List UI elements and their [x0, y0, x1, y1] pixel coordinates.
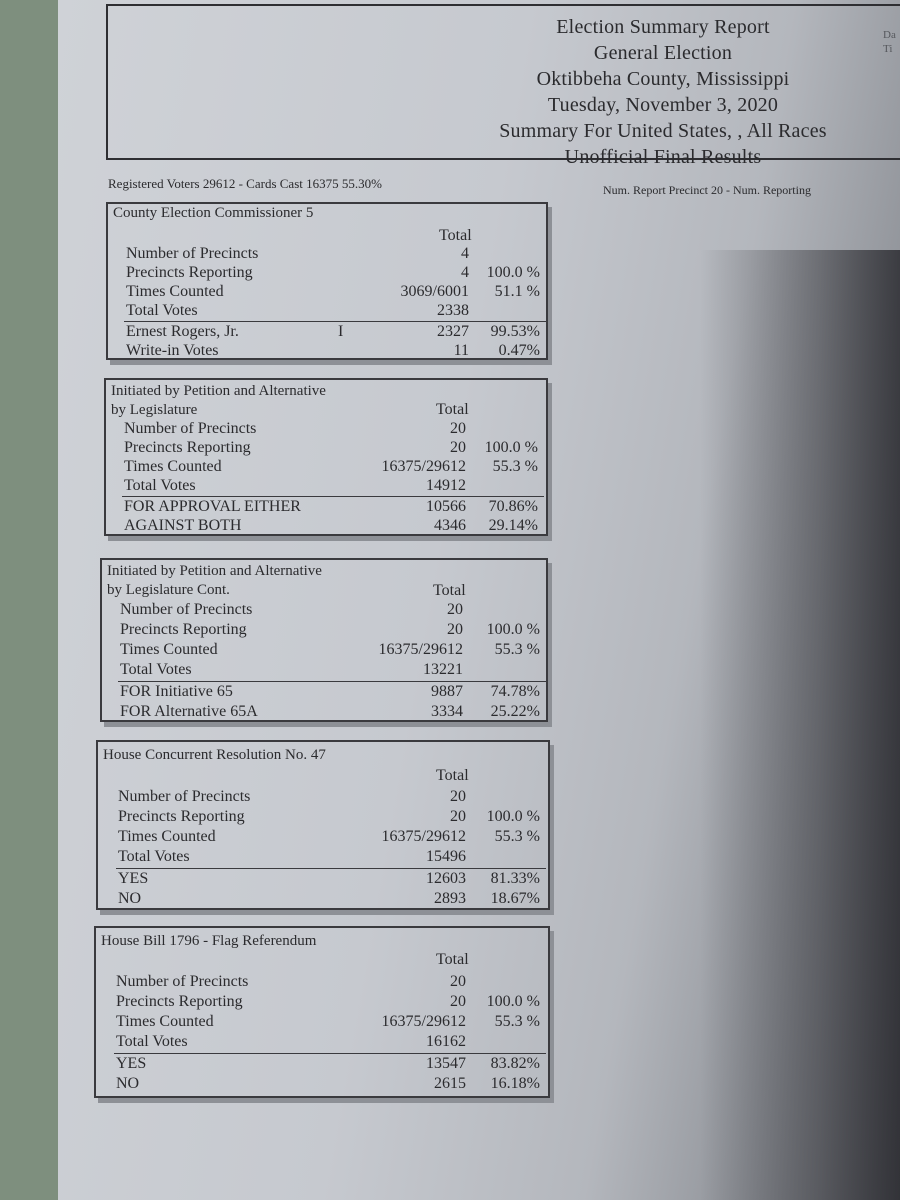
stat-value: 20 [450, 808, 466, 825]
choice-percent: 70.86% [488, 498, 538, 515]
stat-row [106, 476, 546, 496]
report-title: Election Summary Report [556, 16, 770, 38]
total-votes-divider [116, 868, 546, 869]
stat-row [98, 827, 548, 847]
choice-label: YES [118, 870, 149, 887]
stat-value: 20 [450, 993, 466, 1010]
choice-row [98, 889, 548, 909]
choice-votes: 2327 [437, 323, 469, 340]
stat-value: 3069/6001 [400, 283, 469, 300]
choice-votes: 10566 [426, 498, 466, 515]
stat-label: Precincts Reporting [116, 993, 243, 1010]
choice-label: NO [116, 1075, 140, 1092]
stat-row [96, 1012, 548, 1032]
stat-label: Times Counted [124, 458, 222, 475]
choice-label: NO [118, 890, 142, 907]
total-votes-divider [124, 321, 546, 322]
stat-label: Total Votes [126, 302, 198, 319]
stat-percent: 100.0 % [486, 264, 540, 281]
race-box [106, 202, 548, 360]
stat-value: 14912 [426, 477, 466, 494]
cut-off-corner-text: Da Ti [883, 29, 896, 55]
race-box [96, 740, 550, 910]
stat-label: Total Votes [124, 477, 196, 494]
choice-label: YES [116, 1055, 147, 1072]
stat-percent: 55.3 % [492, 458, 538, 475]
choice-label: FOR APPROVAL EITHER [124, 498, 301, 515]
total-column-header: Total [439, 227, 472, 244]
total-column-header: Total [436, 767, 469, 784]
election-name: General Election [593, 42, 733, 64]
stat-value: 16162 [426, 1033, 466, 1050]
race-title: County Election Commissioner 5 [113, 205, 314, 221]
stat-row [102, 660, 546, 680]
choice-percent: 16.18% [490, 1075, 540, 1092]
race-title: House Bill 1796 - Flag Referendum [101, 933, 317, 949]
choice-votes: 12603 [426, 870, 466, 887]
stat-value: 20 [447, 601, 463, 618]
stat-row [108, 301, 546, 321]
stat-percent: 55.3 % [494, 828, 540, 845]
stat-label: Number of Precincts [120, 601, 253, 618]
choice-label: FOR Alternative 65A [120, 703, 258, 720]
stat-row [106, 419, 546, 439]
race-box [94, 926, 550, 1098]
total-votes-divider [122, 496, 544, 497]
stat-value: 4 [461, 245, 469, 262]
choice-votes: 2893 [434, 890, 466, 907]
choice-row [98, 869, 548, 889]
choice-percent: 74.78% [490, 683, 540, 700]
tally-mark: I [338, 323, 344, 340]
stat-percent: 55.3 % [494, 1013, 540, 1030]
county-name: Oktibbeha County, Mississippi [536, 68, 790, 90]
stat-label: Times Counted [126, 283, 224, 300]
results-status: Unofficial Final Results [564, 146, 762, 168]
choice-row [108, 341, 546, 361]
choice-row [102, 682, 546, 702]
stat-percent: 100.0 % [486, 993, 540, 1010]
stat-row [96, 972, 548, 992]
stat-value: 15496 [426, 848, 466, 865]
choice-percent: 81.33% [490, 870, 540, 887]
total-votes-divider [114, 1053, 546, 1054]
stat-value: 20 [450, 420, 466, 437]
stat-label: Precincts Reporting [118, 808, 245, 825]
stat-value: 16375/29612 [378, 641, 463, 658]
stat-percent: 100.0 % [486, 621, 540, 638]
stat-value: 20 [450, 973, 466, 990]
stat-percent: 51.1 % [494, 283, 540, 300]
stat-row [98, 787, 548, 807]
stat-label: Times Counted [120, 641, 218, 658]
total-votes-divider [118, 681, 546, 682]
choice-label: AGAINST BOTH [124, 517, 242, 534]
choice-label: Write-in Votes [126, 342, 219, 359]
stat-value: 2338 [437, 302, 469, 319]
choice-votes: 3334 [431, 703, 463, 720]
stat-row [108, 282, 546, 302]
stat-row [106, 438, 546, 458]
choice-votes: 2615 [434, 1075, 466, 1092]
stat-label: Total Votes [116, 1033, 188, 1050]
race-title: Initiated by Petition and Alternative [107, 563, 322, 579]
choice-label: Ernest Rogers, Jr. [126, 323, 239, 340]
stat-percent: 55.3 % [494, 641, 540, 658]
choice-percent: 29.14% [488, 517, 538, 534]
stat-label: Times Counted [116, 1013, 214, 1030]
stat-value: 20 [450, 788, 466, 805]
stat-row [102, 600, 546, 620]
stat-value: 13221 [423, 661, 463, 678]
num-report-precinct-line: Num. Report Precinct 20 - Num. Reporting [603, 183, 811, 197]
stat-row [96, 1032, 548, 1052]
stat-row [98, 847, 548, 867]
choice-votes: 9887 [431, 683, 463, 700]
stat-row [106, 457, 546, 477]
stat-label: Number of Precincts [118, 788, 251, 805]
choice-votes: 13547 [426, 1055, 466, 1072]
stat-label: Precincts Reporting [126, 264, 253, 281]
stat-label: Total Votes [118, 848, 190, 865]
stat-row [98, 807, 548, 827]
stat-percent: 100.0 % [484, 439, 538, 456]
stat-value: 16375/29612 [381, 1013, 466, 1030]
report-header-box [106, 4, 900, 168]
stat-row [102, 620, 546, 640]
choice-label: FOR Initiative 65 [120, 683, 233, 700]
stat-value: 16375/29612 [381, 458, 466, 475]
total-column-header: Total [433, 582, 466, 599]
stat-label: Number of Precincts [116, 973, 249, 990]
stat-label: Total Votes [120, 661, 192, 678]
choice-votes: 4346 [434, 517, 466, 534]
stat-label: Precincts Reporting [120, 621, 247, 638]
choice-percent: 25.22% [490, 703, 540, 720]
choice-percent: 0.47% [498, 342, 540, 359]
choice-row [108, 322, 546, 342]
stat-value: 20 [450, 439, 466, 456]
race-title: House Concurrent Resolution No. 47 [103, 747, 326, 763]
stat-row [96, 992, 548, 1012]
stat-row [108, 244, 546, 264]
stat-label: Times Counted [118, 828, 216, 845]
report-header [408, 14, 900, 170]
race-title: Initiated by Petition and Alternative [111, 383, 326, 399]
race-box [100, 558, 548, 722]
choice-row [106, 516, 546, 536]
stat-label: Number of Precincts [124, 420, 257, 437]
choice-percent: 18.67% [490, 890, 540, 907]
stat-percent: 100.0 % [486, 808, 540, 825]
race-box [104, 378, 548, 536]
choice-row [96, 1074, 548, 1094]
summary-scope: Summary For United States, , All Races [499, 120, 827, 142]
stat-value: 20 [447, 621, 463, 638]
stat-value: 4 [461, 264, 469, 281]
choice-row [96, 1054, 548, 1074]
choice-votes: 11 [453, 342, 469, 359]
stat-label: Precincts Reporting [124, 439, 251, 456]
choice-row [106, 497, 546, 517]
registered-voters-line: Registered Voters 29612 - Cards Cast 16375 55.30% [108, 176, 382, 191]
stat-label: Number of Precincts [126, 245, 259, 262]
election-date: Tuesday, November 3, 2020 [547, 94, 779, 116]
total-column-header: Total [436, 951, 469, 968]
choice-percent: 83.82% [490, 1055, 540, 1072]
choice-percent: 99.53% [490, 323, 540, 340]
stat-row [102, 640, 546, 660]
total-column-header: Total [436, 401, 469, 418]
race-title: by Legislature [111, 402, 198, 418]
stat-row [108, 263, 546, 283]
race-title: by Legislature Cont. [107, 582, 230, 598]
stat-value: 16375/29612 [381, 828, 466, 845]
choice-row [102, 702, 546, 722]
